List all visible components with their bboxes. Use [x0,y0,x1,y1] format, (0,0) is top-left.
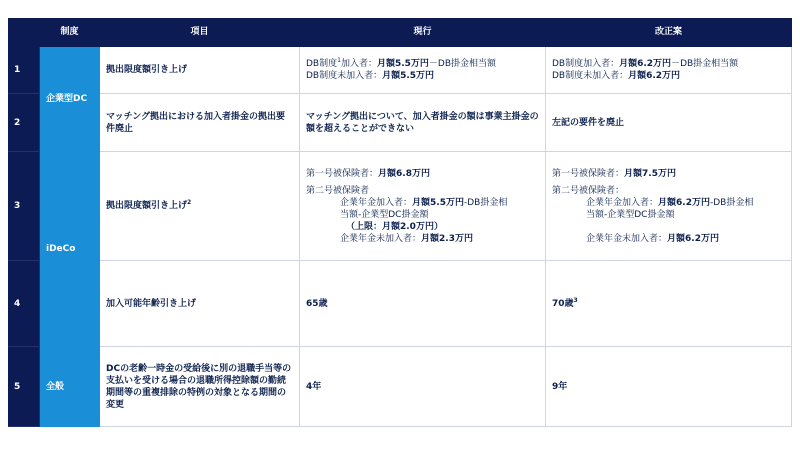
amount: 月額6.2万円 [628,71,681,81]
revised-cell [546,261,792,347]
current-cell [300,47,546,94]
text: 企業年金未加入者： [340,233,422,244]
header-genkou: 現行 [300,18,546,47]
revised-cell [546,347,792,427]
amount: 月額6.2万円 [658,197,710,208]
comparison-table [8,18,792,427]
header-koumoku: 項目 [100,18,300,47]
text: DB制度未加入者： [306,71,383,81]
item-text: 拠出限度額引き上げ [106,65,188,75]
text: 70歳 [552,298,574,309]
amount: 月額5.5万円 [382,71,435,81]
item-text: 拠出限度額引き上げ [106,201,188,211]
text: 加入者： [340,59,377,69]
row-number: 1 [8,47,40,94]
text: 4年 [306,381,322,392]
text: マッチング拠出について、加入者掛金の額は事業主掛金の額を超えることができない [306,111,539,134]
text: 企業年金未加入者： [586,233,668,244]
amount: 月額5.5万円 [376,59,429,69]
text: －DB掛金相当額 [428,59,497,69]
text: 企業年金加入者： [586,197,659,208]
text: 第一号被保険者： [306,168,379,179]
cap-note: （上限：月額2.0万円） [346,221,443,232]
item-text: DCの老齢一時金の受給後に別の退職手当等の支払いを受ける場合の退職所得控除額の勤続期間等の重複排除の特例の対象となる期間の変更 [106,363,292,410]
text: -DB掛金相当額-企業型DC掛金額 [586,197,754,220]
row-number: 4 [8,261,40,347]
item-text: 加入可能年齢引き上げ [106,298,197,309]
header-kaisei: 改正案 [546,18,792,47]
item-cell [100,261,300,347]
current-cell [300,261,546,347]
category-general: 全般 [40,347,100,427]
footnote-mark: 3 [573,296,578,304]
current-cell [300,347,546,427]
amount: 月額5.5万円 [412,197,464,208]
text: 65歳 [306,298,328,309]
footnote-mark: 2 [187,199,192,206]
item-text: マッチング拠出における加入者掛金の拠出要件廃止 [106,111,286,134]
text: 第一号被保険者： [552,168,625,179]
amount: 月額2.3万円 [421,233,473,244]
amount: 月額6.8万円 [378,168,430,179]
item-cell [100,152,300,261]
amount: 月額6.2万円 [619,59,672,69]
row-number: 3 [8,152,40,261]
amount: 月額7.5万円 [624,168,676,179]
text: 第二号被保険者： [552,185,625,196]
item-cell [100,94,300,152]
revised-cell [546,94,792,152]
current-cell [300,152,546,261]
item-cell [100,347,300,427]
text: －DB掛金相当額 [671,59,739,69]
text: DB制度 [306,59,338,69]
text: DB制度加入者： [552,59,620,69]
category-ideco: iDeCo [40,152,100,347]
text: 第二号被保険者 [306,185,370,196]
text: DB制度未加入者： [552,71,629,81]
header-seido: 制度 [40,18,100,47]
text: 企業年金加入者： [340,197,413,208]
row-number: 2 [8,94,40,152]
footnote-mark: 1 [337,57,341,64]
amount: 月額6.2万円 [667,233,719,244]
row-number: 5 [8,347,40,427]
item-cell [100,47,300,94]
revised-cell [546,152,792,261]
revised-cell [546,47,792,94]
text: 9年 [552,381,568,392]
header-blank [8,18,40,47]
category-dc: 企業型DC [40,47,100,152]
text: 左記の要件を廃止 [552,117,625,128]
text: -DB掛金相当額-企業型DC掛金額 [340,197,508,220]
current-cell [300,94,546,152]
